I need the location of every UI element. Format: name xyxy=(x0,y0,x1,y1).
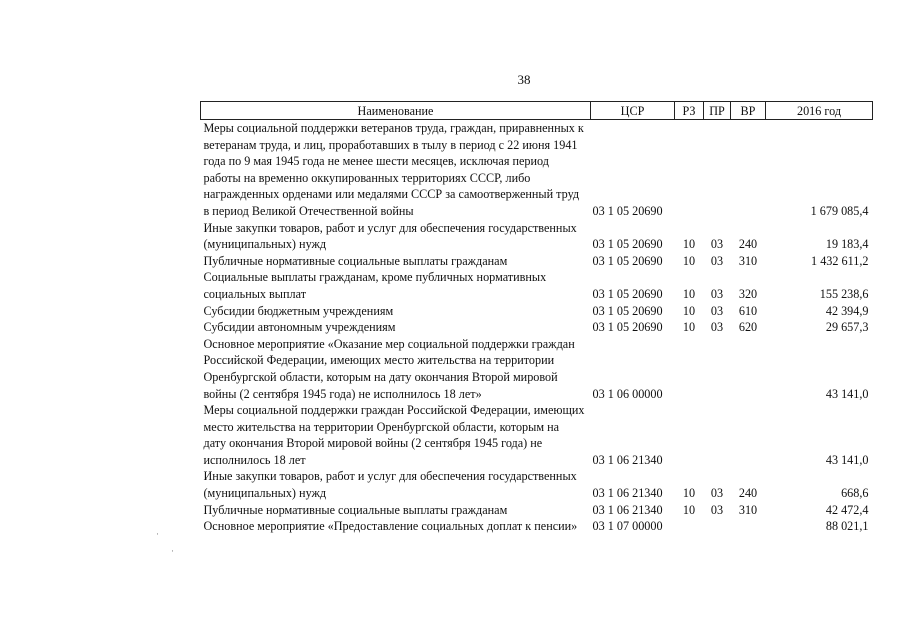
header-rz: РЗ xyxy=(675,102,704,120)
row-rz xyxy=(675,336,704,402)
row-pr xyxy=(704,120,731,220)
row-amount: 1 679 085,4 xyxy=(810,203,869,218)
row-csr: 03 1 05 20690 xyxy=(592,320,663,335)
header-row xyxy=(201,102,873,120)
row-rz: 10 xyxy=(682,253,696,268)
row-name: Публичные нормативные социальные выплаты гражданам xyxy=(203,253,508,268)
row-rz: 10 xyxy=(682,286,696,301)
row-vr: 620 xyxy=(738,320,758,335)
row-csr: 03 1 05 20690 xyxy=(592,237,663,252)
row-amount: 43 141,0 xyxy=(825,386,869,401)
scan-mark: · xyxy=(156,529,159,539)
row-csr: 03 1 05 20690 xyxy=(592,303,663,318)
row-csr: 03 1 06 00000 xyxy=(592,386,663,401)
row-rz: 10 xyxy=(682,502,696,517)
row-pr: 03 xyxy=(710,237,724,252)
row-pr xyxy=(704,402,731,468)
header-year: 2016 год xyxy=(766,102,873,120)
row-rz: 10 xyxy=(682,320,696,335)
header-vr: ВР xyxy=(731,102,766,120)
row-csr: 03 1 06 21340 xyxy=(592,486,663,501)
row-vr: 240 xyxy=(738,237,758,252)
row-rz: 10 xyxy=(682,237,696,252)
row-pr: 03 xyxy=(710,303,724,318)
row-pr: 03 xyxy=(710,253,724,268)
row-name: Основное мероприятие «Предоставление социальных доплат к пенсии» xyxy=(203,519,578,534)
row-vr xyxy=(731,336,766,402)
row-vr xyxy=(731,518,766,535)
row-rz xyxy=(675,518,704,535)
row-amount: 43 141,0 xyxy=(825,452,869,467)
header-name: Наименование xyxy=(201,102,591,120)
header-csr: ЦСР xyxy=(591,102,675,120)
row-amount: 88 021,1 xyxy=(825,519,869,534)
row-rz: 10 xyxy=(682,303,696,318)
row-pr: 03 xyxy=(710,320,724,335)
row-vr: 310 xyxy=(738,502,758,517)
row-pr xyxy=(704,336,731,402)
row-name: Субсидии автономным учреждениям xyxy=(203,320,396,335)
row-rz: 10 xyxy=(682,486,696,501)
row-pr: 03 xyxy=(710,502,724,517)
table-row xyxy=(201,269,873,302)
row-amount: 42 394,9 xyxy=(825,303,869,318)
row-vr: 610 xyxy=(738,303,758,318)
table-row xyxy=(201,303,873,320)
row-vr: 240 xyxy=(738,486,758,501)
table-row xyxy=(201,220,873,253)
table-row xyxy=(201,502,873,519)
row-csr: 03 1 06 21340 xyxy=(592,452,663,467)
row-amount: 19 183,4 xyxy=(825,237,869,252)
table-row xyxy=(201,336,873,402)
table-body xyxy=(201,120,873,535)
row-name: Социальные выплаты гражданам, кроме публичных нормативных социальных выплат xyxy=(203,270,547,301)
row-name: Иные закупки товаров, работ и услуг для обеспечения государственных (муниципальных) нужд xyxy=(203,220,577,252)
row-name: Меры социальной поддержки ветеранов труда, граждан, приравненных к ветеранам труда, и лиц, проработавших в тылу в период с 22 июня 1941 года по 9 мая 1945 года не менее шести месяцев, исключая период работы на временно оккупированных территориях СССР, либо награжденных орденами или медалями СССР за самоотверженный труд в период Великой Отечественной войны xyxy=(203,121,584,218)
row-rz xyxy=(675,120,704,220)
table-row xyxy=(201,518,873,535)
table-row xyxy=(201,402,873,468)
table-row xyxy=(201,253,873,270)
row-name: Меры социальной поддержки граждан Российской Федерации, имеющих место жительства на территории Оренбургской области, которым на дату окончания Второй мировой войны (2 сентября 1945 года) не исполнилось 18 лет xyxy=(203,403,585,467)
table-row xyxy=(201,120,873,220)
table-row xyxy=(201,468,873,501)
row-csr: 03 1 06 21340 xyxy=(592,502,663,517)
row-pr: 03 xyxy=(710,286,724,301)
row-amount: 155 238,6 xyxy=(819,286,869,301)
row-vr: 310 xyxy=(738,253,758,268)
row-name: Основное мероприятие «Оказание мер социальной поддержки граждан Российской Федерации, имеющих место жительства на территории Оренбургской области, которым на дату окончания Второй мировой войны (2 сентября 1945 года) не исполнилось 18 лет» xyxy=(203,336,575,401)
row-amount: 42 472,4 xyxy=(825,502,869,517)
header-pr: ПР xyxy=(704,102,731,120)
table-header xyxy=(201,102,873,120)
row-csr: 03 1 05 20690 xyxy=(592,253,663,268)
row-pr xyxy=(704,518,731,535)
row-amount: 1 432 611,2 xyxy=(811,253,869,268)
row-name: Иные закупки товаров, работ и услуг для обеспечения государственных (муниципальных) нужд xyxy=(203,469,577,501)
row-name: Публичные нормативные социальные выплаты гражданам xyxy=(203,502,508,517)
row-csr: 03 1 05 20690 xyxy=(592,203,663,218)
row-rz xyxy=(675,402,704,468)
row-vr: 320 xyxy=(738,286,758,301)
row-csr: 03 1 07 00000 xyxy=(592,519,663,534)
row-amount: 668,6 xyxy=(841,486,869,501)
row-pr: 03 xyxy=(710,486,724,501)
row-vr xyxy=(731,120,766,220)
row-amount: 29 657,3 xyxy=(825,320,869,335)
table-row xyxy=(201,319,873,336)
row-vr xyxy=(731,402,766,468)
row-name: Субсидии бюджетным учреждениям xyxy=(203,303,394,318)
row-csr: 03 1 05 20690 xyxy=(592,286,663,301)
page-number: 38 xyxy=(517,72,531,87)
scan-mark: · xyxy=(171,546,174,556)
budget-table xyxy=(200,101,873,535)
